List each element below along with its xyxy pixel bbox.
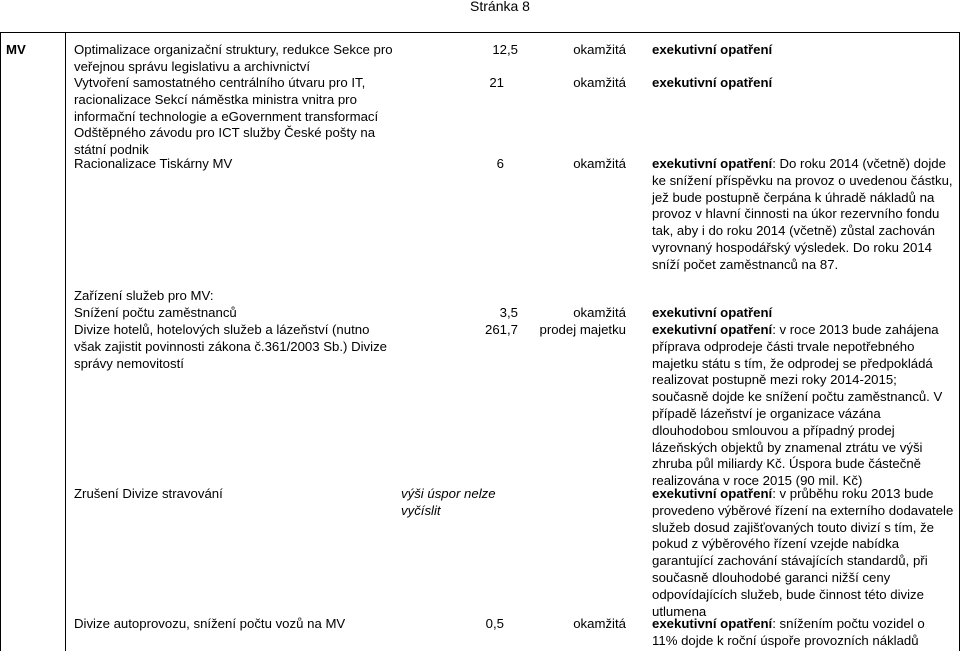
savings-amount: 6 [496,156,504,171]
measure-note: exekutivní opatření: Do roku 2014 (včetně) dojde ke snížení příspěvku na provoz o uvedenou částku, jež bude postupně čerpána k úhradě nákladů na provoz v hlavní činnosti na úkor rezervního fondu tak, aby i do roku 2014 (včetně) zůstal zachován vyrovnaný hospodářský výsledek. Do roku 2014 sníží počet zaměstnanců na 87. [652,156,953,272]
savings-amount: 261,7 [484,322,518,337]
measure-text: Divize autoprovozu, snížení počtu vozů na MV [74,616,346,631]
measure-type: exekutivní opatření [652,322,773,337]
measure-text: Optimalizace organizační struktury, redukce Sekce pro veřejnou správu legislativu a archivnictví [74,42,393,74]
measure-type: exekutivní opatření [652,616,773,631]
ministry-label: MV [6,42,26,57]
measure-text: Vytvoření samostatného centrálního útvaru pro IT, racionalizace Sekcí náměstka ministra vnitra pro informační technologie a eGovernment transformací Odštěpného závodu pro ICT služby České pošty na státní podnik [74,75,379,158]
timing: prodej majetku [539,322,626,337]
section-heading: Zařízení služeb pro MV: [74,288,214,303]
measure-type: exekutivní opatření [652,486,773,501]
measure-text: Zrušení Divize stravování [74,486,223,501]
column-divider [65,32,66,651]
timing: okamžitá [573,616,626,631]
timing: okamžitá [573,75,626,90]
savings-amount: výši úspor nelze vyčíslit [401,486,496,518]
table-left-border [0,32,1,651]
timing: okamžitá [573,305,626,320]
measure-type: exekutivní opatření [652,42,773,57]
measure-type: exekutivní opatření [652,305,773,320]
measure-type: exekutivní opatření [652,156,773,171]
measure-type: exekutivní opatření [652,75,773,90]
measure-text: Racionalizace Tiskárny MV [74,156,233,171]
savings-amount: 21 [489,75,504,90]
measure-text: Divize hotelů, hotelových služeb a lázeňství (nutno však zajistit povinnosti zákona č.361/2003 Sb.) Divize správy nemovitostí [74,322,387,371]
table-top-border [0,32,960,33]
measure-note: exekutivní opatření: v roce 2013 bude zahájena příprava odprodeje části trvale nepotřebného majetku státu s tím, že odprodej se předpokládá realizovat postupně mezi roky 2014-2015; současně dojde ke snížení počtu zaměstnanců. V případě lázeňství je organizace vázána dlouhodobou smlouvou a případný prodej lázeňských objektů by znamenal ztrátu ve výši zhruba půl miliardy Kč. Úspora bude částečně realizována v roce 2015 (90 mil. Kč) [652,322,943,489]
savings-amount: 12,5 [492,42,518,57]
measure-text: Snížení počtu zaměstnanců [74,305,237,320]
timing: okamžitá [573,156,626,171]
savings-amount: 3,5 [499,305,518,320]
measure-note: exekutivní opatření: v průběhu roku 2013 bude provedeno výběrové řízení na externího dodavatele služeb dosud zajišťovaných touto divizí s tím, že pokud z výběrového řízení vzejde nabídka garantující zachování stávajících standardů, při současně dlouhodobé garanci nižší ceny odpovídajících služeb, bude činnost této divize utlumena [652,486,954,619]
measure-note: exekutivní opatření: snížením počtu vozidel o 11% dojde k roční úspoře provozních nákladů [652,616,925,648]
savings-amount: 0,5 [485,616,504,631]
timing: okamžitá [573,42,626,57]
page-label: Stránka 8 [470,0,530,14]
